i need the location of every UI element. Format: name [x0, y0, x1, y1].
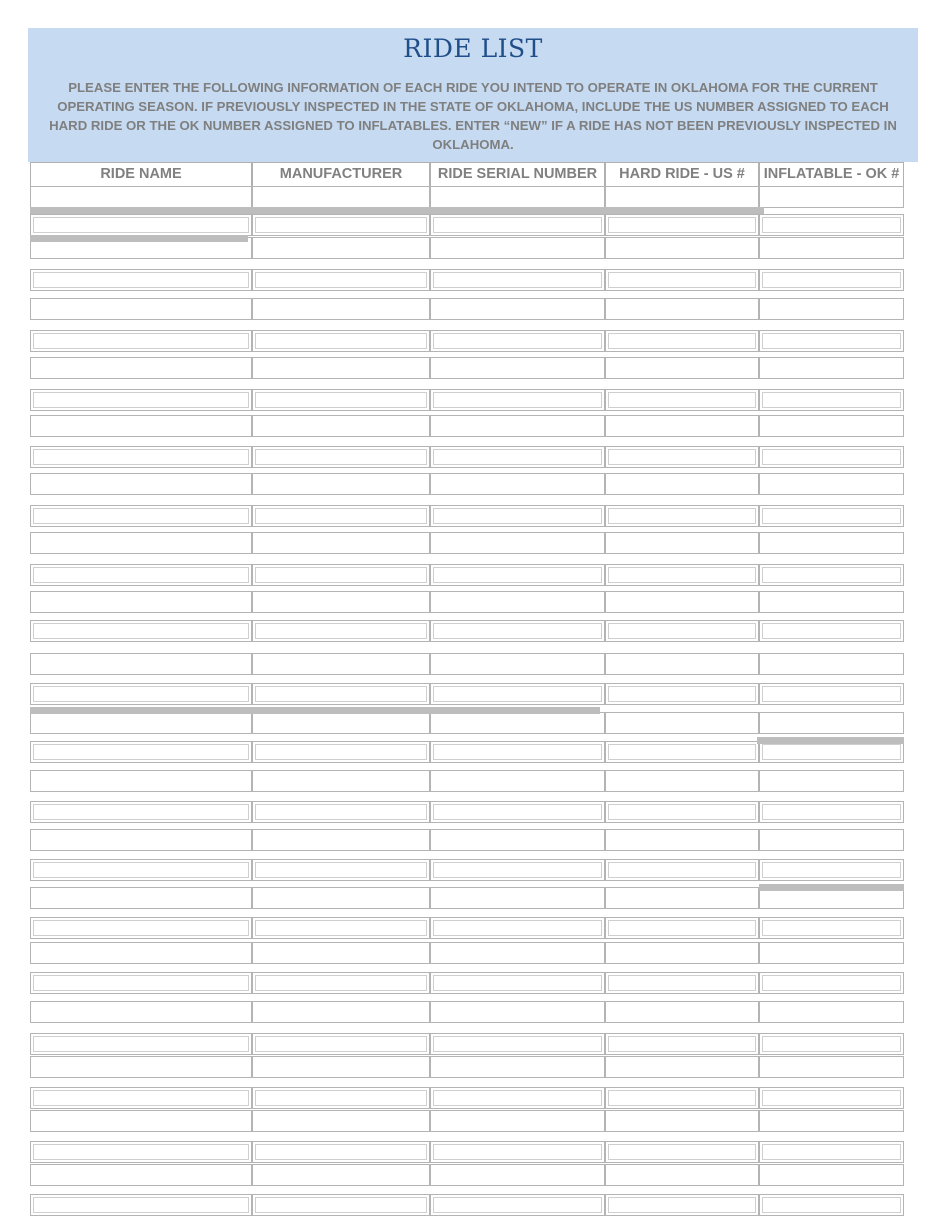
row-13-ride-name-field[interactable] [30, 532, 252, 554]
row-15-ride-serial-number-field[interactable] [430, 591, 605, 613]
row-32-manufacturer-field[interactable] [252, 1087, 430, 1109]
row-12-inflatable-ok-field[interactable] [759, 505, 904, 527]
row-1-ride-serial-number-field[interactable] [430, 186, 605, 208]
row-28-manufacturer-field[interactable] [252, 972, 430, 994]
row-29-inflatable-ok-field[interactable] [759, 1001, 904, 1023]
row-7-manufacturer-field[interactable] [252, 357, 430, 379]
row-36-hard-ride-us-field[interactable] [605, 1194, 759, 1216]
row-1-hard-ride-us-field[interactable] [605, 186, 759, 208]
row-36-manufacturer-field[interactable] [252, 1194, 430, 1216]
row-20-ride-serial-number-field[interactable] [430, 741, 605, 763]
row-10-hard-ride-us-field[interactable] [605, 446, 759, 468]
row-5-ride-serial-number-field[interactable] [430, 298, 605, 320]
row-2-ride-serial-number-field[interactable] [430, 214, 605, 236]
row-26-manufacturer-field[interactable] [252, 917, 430, 939]
row-25-ride-name-field[interactable] [30, 887, 252, 909]
row-12-ride-name-field[interactable] [30, 505, 252, 527]
row-20-hard-ride-us-field[interactable] [605, 741, 759, 763]
form-title: RIDE LIST [403, 34, 543, 63]
row-35-hard-ride-us-field[interactable] [605, 1164, 759, 1186]
row-11-hard-ride-us-field[interactable] [605, 473, 759, 495]
row-9-ride-name-field[interactable] [30, 415, 252, 437]
row-4-ride-name-field[interactable] [30, 269, 252, 291]
row-23-inflatable-ok-field[interactable] [759, 829, 904, 851]
row-shading-bar [30, 707, 600, 714]
row-24-ride-serial-number-field[interactable] [430, 859, 605, 881]
row-21-hard-ride-us-field[interactable] [605, 770, 759, 792]
row-32-ride-name-field[interactable] [30, 1087, 252, 1109]
row-9-ride-serial-number-field[interactable] [430, 415, 605, 437]
row-19-ride-serial-number-field[interactable] [430, 712, 605, 734]
row-24-ride-name-field[interactable] [30, 859, 252, 881]
row-24-hard-ride-us-field[interactable] [605, 859, 759, 881]
row-31-ride-name-field[interactable] [30, 1056, 252, 1078]
row-11-manufacturer-field[interactable] [252, 473, 430, 495]
row-26-inflatable-ok-field[interactable] [759, 917, 904, 939]
row-4-inflatable-ok-field[interactable] [759, 269, 904, 291]
row-10-ride-name-field[interactable] [30, 446, 252, 468]
row-29-manufacturer-field[interactable] [252, 1001, 430, 1023]
row-4-manufacturer-field[interactable] [252, 269, 430, 291]
row-27-manufacturer-field[interactable] [252, 942, 430, 964]
row-19-manufacturer-field[interactable] [252, 712, 430, 734]
row-28-ride-name-field[interactable] [30, 972, 252, 994]
row-26-ride-name-field[interactable] [30, 917, 252, 939]
row-24-manufacturer-field[interactable] [252, 859, 430, 881]
row-14-ride-serial-number-field[interactable] [430, 564, 605, 586]
row-6-ride-serial-number-field[interactable] [430, 330, 605, 352]
row-7-ride-serial-number-field[interactable] [430, 357, 605, 379]
row-20-ride-name-field[interactable] [30, 741, 252, 763]
row-12-manufacturer-field[interactable] [252, 505, 430, 527]
row-4-ride-serial-number-field[interactable] [430, 269, 605, 291]
row-25-manufacturer-field[interactable] [252, 887, 430, 909]
row-6-ride-name-field[interactable] [30, 330, 252, 352]
row-3-ride-serial-number-field[interactable] [430, 237, 605, 259]
row-1-manufacturer-field[interactable] [252, 186, 430, 208]
form-header [28, 28, 918, 162]
row-13-ride-serial-number-field[interactable] [430, 532, 605, 554]
row-2-ride-name-field[interactable] [30, 214, 252, 236]
row-17-inflatable-ok-field[interactable] [759, 653, 904, 675]
row-20-inflatable-ok-field[interactable] [759, 741, 904, 763]
row-22-inflatable-ok-field[interactable] [759, 801, 904, 823]
row-12-hard-ride-us-field[interactable] [605, 505, 759, 527]
form-instructions: PLEASE ENTER THE FOLLOWING INFORMATION OF EACH RIDE YOU INTEND TO OPERATE IN OKLAHOMA FOR THE CURRENT OPERATING SEASON. IF PREVIOUSLY INSPECTED IN THE STATE OF OKLAHOMA, INCLUDE THE US NUMBER ASSIGNED TO EACH HARD RIDE OR THE OK NUMBER ASSIGNED TO INFLATABLES. ENTER “NEW” IF A RIDE HAS NOT BEEN PREVIOUSLY INSPECTED IN OKLAHOMA. [49, 80, 897, 152]
row-35-ride-name-field[interactable] [30, 1164, 252, 1186]
row-36-ride-serial-number-field[interactable] [430, 1194, 605, 1216]
row-25-hard-ride-us-field[interactable] [605, 887, 759, 909]
row-18-ride-name-field[interactable] [30, 683, 252, 705]
row-35-manufacturer-field[interactable] [252, 1164, 430, 1186]
column-header-hard-ride-us: HARD RIDE - US # [605, 162, 759, 186]
row-29-ride-name-field[interactable] [30, 1001, 252, 1023]
row-9-manufacturer-field[interactable] [252, 415, 430, 437]
row-14-hard-ride-us-field[interactable] [605, 564, 759, 586]
row-shading-bar [30, 207, 764, 214]
column-header-ride-serial-number: RIDE SERIAL NUMBER [430, 162, 605, 186]
row-32-ride-serial-number-field[interactable] [430, 1087, 605, 1109]
row-30-manufacturer-field[interactable] [252, 1033, 430, 1055]
row-5-manufacturer-field[interactable] [252, 298, 430, 320]
row-35-inflatable-ok-field[interactable] [759, 1164, 904, 1186]
row-9-hard-ride-us-field[interactable] [605, 415, 759, 437]
row-18-ride-serial-number-field[interactable] [430, 683, 605, 705]
row-34-ride-serial-number-field[interactable] [430, 1141, 605, 1163]
row-9-inflatable-ok-field[interactable] [759, 415, 904, 437]
row-26-ride-serial-number-field[interactable] [430, 917, 605, 939]
row-10-manufacturer-field[interactable] [252, 446, 430, 468]
row-33-inflatable-ok-field[interactable] [759, 1110, 904, 1132]
row-10-inflatable-ok-field[interactable] [759, 446, 904, 468]
row-32-inflatable-ok-field[interactable] [759, 1087, 904, 1109]
row-23-manufacturer-field[interactable] [252, 829, 430, 851]
row-10-ride-serial-number-field[interactable] [430, 446, 605, 468]
row-17-ride-name-field[interactable] [30, 653, 252, 675]
row-27-inflatable-ok-field[interactable] [759, 942, 904, 964]
row-14-inflatable-ok-field[interactable] [759, 564, 904, 586]
column-header-ride-name: RIDE NAME [30, 162, 252, 186]
row-34-inflatable-ok-field[interactable] [759, 1141, 904, 1163]
column-header-manufacturer: MANUFACTURER [252, 162, 430, 186]
row-2-hard-ride-us-field[interactable] [605, 214, 759, 236]
row-18-inflatable-ok-field[interactable] [759, 683, 904, 705]
row-13-hard-ride-us-field[interactable] [605, 532, 759, 554]
row-14-ride-name-field[interactable] [30, 564, 252, 586]
row-8-ride-serial-number-field[interactable] [430, 389, 605, 411]
row-4-hard-ride-us-field[interactable] [605, 269, 759, 291]
row-28-inflatable-ok-field[interactable] [759, 972, 904, 994]
row-13-manufacturer-field[interactable] [252, 532, 430, 554]
row-22-hard-ride-us-field[interactable] [605, 801, 759, 823]
row-30-hard-ride-us-field[interactable] [605, 1033, 759, 1055]
row-16-hard-ride-us-field[interactable] [605, 620, 759, 642]
row-26-hard-ride-us-field[interactable] [605, 917, 759, 939]
row-15-hard-ride-us-field[interactable] [605, 591, 759, 613]
row-5-inflatable-ok-field[interactable] [759, 298, 904, 320]
row-27-ride-name-field[interactable] [30, 942, 252, 964]
row-8-hard-ride-us-field[interactable] [605, 389, 759, 411]
row-7-inflatable-ok-field[interactable] [759, 357, 904, 379]
row-3-inflatable-ok-field[interactable] [759, 237, 904, 259]
row-2-inflatable-ok-field[interactable] [759, 214, 904, 236]
row-30-ride-serial-number-field[interactable] [430, 1033, 605, 1055]
row-shading-bar [757, 737, 904, 744]
row-6-manufacturer-field[interactable] [252, 330, 430, 352]
row-33-manufacturer-field[interactable] [252, 1110, 430, 1132]
row-36-ride-name-field[interactable] [30, 1194, 252, 1216]
row-31-inflatable-ok-field[interactable] [759, 1056, 904, 1078]
row-11-ride-name-field[interactable] [30, 473, 252, 495]
row-22-ride-name-field[interactable] [30, 801, 252, 823]
row-5-ride-name-field[interactable] [30, 298, 252, 320]
row-13-inflatable-ok-field[interactable] [759, 532, 904, 554]
row-11-inflatable-ok-field[interactable] [759, 473, 904, 495]
row-17-ride-serial-number-field[interactable] [430, 653, 605, 675]
row-21-ride-serial-number-field[interactable] [430, 770, 605, 792]
row-8-inflatable-ok-field[interactable] [759, 389, 904, 411]
row-27-hard-ride-us-field[interactable] [605, 942, 759, 964]
row-29-ride-serial-number-field[interactable] [430, 1001, 605, 1023]
row-17-hard-ride-us-field[interactable] [605, 653, 759, 675]
row-23-ride-name-field[interactable] [30, 829, 252, 851]
row-36-inflatable-ok-field[interactable] [759, 1194, 904, 1216]
row-21-ride-name-field[interactable] [30, 770, 252, 792]
row-19-hard-ride-us-field[interactable] [605, 712, 759, 734]
row-31-manufacturer-field[interactable] [252, 1056, 430, 1078]
row-19-inflatable-ok-field[interactable] [759, 712, 904, 734]
row-22-manufacturer-field[interactable] [252, 801, 430, 823]
row-8-manufacturer-field[interactable] [252, 389, 430, 411]
row-33-ride-name-field[interactable] [30, 1110, 252, 1132]
row-34-hard-ride-us-field[interactable] [605, 1141, 759, 1163]
row-14-manufacturer-field[interactable] [252, 564, 430, 586]
row-34-ride-name-field[interactable] [30, 1141, 252, 1163]
row-1-inflatable-ok-field[interactable] [759, 186, 904, 208]
row-28-ride-serial-number-field[interactable] [430, 972, 605, 994]
row-21-inflatable-ok-field[interactable] [759, 770, 904, 792]
row-16-ride-serial-number-field[interactable] [430, 620, 605, 642]
row-15-ride-name-field[interactable] [30, 591, 252, 613]
row-2-manufacturer-field[interactable] [252, 214, 430, 236]
row-shading-bar [30, 235, 248, 242]
row-shading-bar [759, 884, 904, 891]
row-8-ride-name-field[interactable] [30, 389, 252, 411]
row-12-ride-serial-number-field[interactable] [430, 505, 605, 527]
row-27-ride-serial-number-field[interactable] [430, 942, 605, 964]
row-28-hard-ride-us-field[interactable] [605, 972, 759, 994]
row-11-ride-serial-number-field[interactable] [430, 473, 605, 495]
row-33-hard-ride-us-field[interactable] [605, 1110, 759, 1132]
row-23-ride-serial-number-field[interactable] [430, 829, 605, 851]
row-29-hard-ride-us-field[interactable] [605, 1001, 759, 1023]
row-16-ride-name-field[interactable] [30, 620, 252, 642]
row-24-inflatable-ok-field[interactable] [759, 859, 904, 881]
row-31-hard-ride-us-field[interactable] [605, 1056, 759, 1078]
row-5-hard-ride-us-field[interactable] [605, 298, 759, 320]
row-16-inflatable-ok-field[interactable] [759, 620, 904, 642]
row-22-ride-serial-number-field[interactable] [430, 801, 605, 823]
row-7-ride-name-field[interactable] [30, 357, 252, 379]
row-20-manufacturer-field[interactable] [252, 741, 430, 763]
row-18-hard-ride-us-field[interactable] [605, 683, 759, 705]
row-3-hard-ride-us-field[interactable] [605, 237, 759, 259]
row-30-inflatable-ok-field[interactable] [759, 1033, 904, 1055]
row-7-hard-ride-us-field[interactable] [605, 357, 759, 379]
row-35-ride-serial-number-field[interactable] [430, 1164, 605, 1186]
row-16-manufacturer-field[interactable] [252, 620, 430, 642]
row-21-manufacturer-field[interactable] [252, 770, 430, 792]
row-15-inflatable-ok-field[interactable] [759, 591, 904, 613]
row-1-ride-name-field[interactable] [30, 186, 252, 208]
row-32-hard-ride-us-field[interactable] [605, 1087, 759, 1109]
row-30-ride-name-field[interactable] [30, 1033, 252, 1055]
row-25-ride-serial-number-field[interactable] [430, 887, 605, 909]
row-6-hard-ride-us-field[interactable] [605, 330, 759, 352]
row-19-ride-name-field[interactable] [30, 712, 252, 734]
row-17-manufacturer-field[interactable] [252, 653, 430, 675]
row-34-manufacturer-field[interactable] [252, 1141, 430, 1163]
row-3-manufacturer-field[interactable] [252, 237, 430, 259]
column-header-inflatable-ok: INFLATABLE - OK # [759, 162, 904, 186]
row-15-manufacturer-field[interactable] [252, 591, 430, 613]
row-6-inflatable-ok-field[interactable] [759, 330, 904, 352]
row-18-manufacturer-field[interactable] [252, 683, 430, 705]
row-23-hard-ride-us-field[interactable] [605, 829, 759, 851]
row-33-ride-serial-number-field[interactable] [430, 1110, 605, 1132]
row-31-ride-serial-number-field[interactable] [430, 1056, 605, 1078]
